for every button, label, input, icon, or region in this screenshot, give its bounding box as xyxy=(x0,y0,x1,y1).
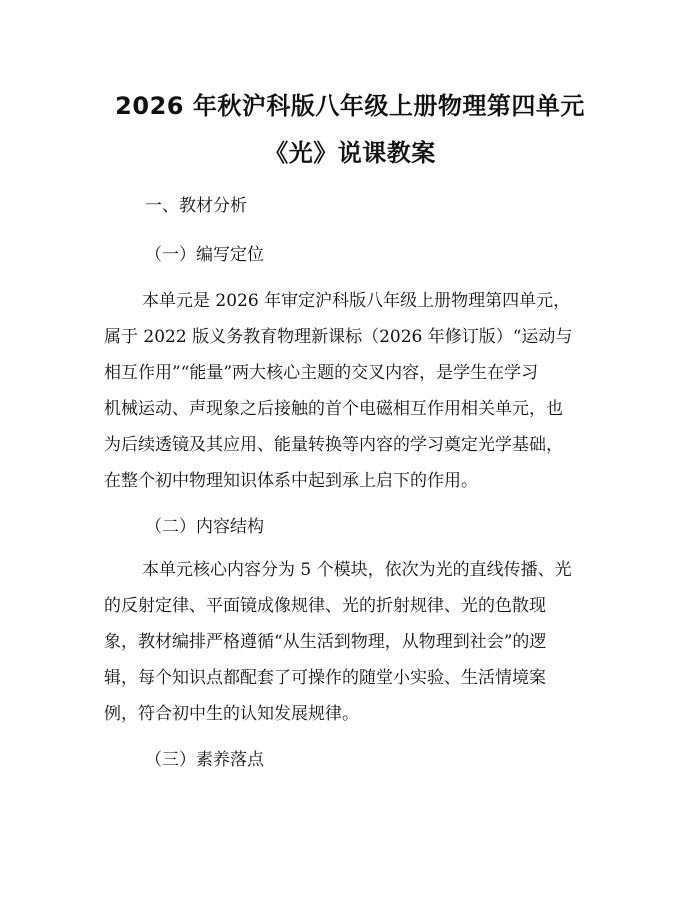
paragraph-line: 为后续透镜及其应用、能量转换等内容的学习奠定光学基础， xyxy=(104,435,563,455)
section-heading-textbook-analysis: 一、教材分析 xyxy=(145,196,247,216)
paragraph-line: 例，符合初中生的认知发展规律。 xyxy=(104,704,359,724)
subheading-literacy-focus: （三）素养落点 xyxy=(145,750,264,770)
document-title-line1: 2026 年秋沪科版八年级上册物理第四单元 xyxy=(115,92,585,120)
paragraph-content-structure xyxy=(104,552,609,732)
paragraph-line: 的反射定律、平面镜成像规律、光的折射规律、光的色散现 xyxy=(104,596,546,616)
paragraph-line: 属于 2022 版义务教育物理新课标（2026 年修订版）“运动与 xyxy=(104,327,573,347)
subheading-content-structure: （二）内容结构 xyxy=(145,517,264,537)
paragraph-line: 相互作用”“能量”两大核心主题的交叉内容，是学生在学习 xyxy=(104,363,539,383)
paragraph-line: 辑，每个知识点都配套了可操作的随堂小实验、生活情境案 xyxy=(104,668,546,688)
paragraph-line: 象，教材编排严格遵循“从生活到物理，从物理到社会”的逻 xyxy=(104,632,547,652)
paragraph-positioning xyxy=(104,283,609,499)
paragraph-line: 本单元是 2026 年审定沪科版八年级上册物理第四单元， xyxy=(142,291,571,311)
document-title-line2: 《光》说课教案 xyxy=(264,139,436,167)
paragraph-line: 本单元核心内容分为 5 个模块，依次为光的直线传播、光 xyxy=(142,560,572,580)
subheading-positioning: （一）编写定位 xyxy=(145,245,264,265)
paragraph-line: 在整个初中物理知识体系中起到承上启下的作用。 xyxy=(104,471,478,491)
paragraph-line: 机械运动、声现象之后接触的首个电磁相互作用相关单元，也 xyxy=(104,399,563,419)
